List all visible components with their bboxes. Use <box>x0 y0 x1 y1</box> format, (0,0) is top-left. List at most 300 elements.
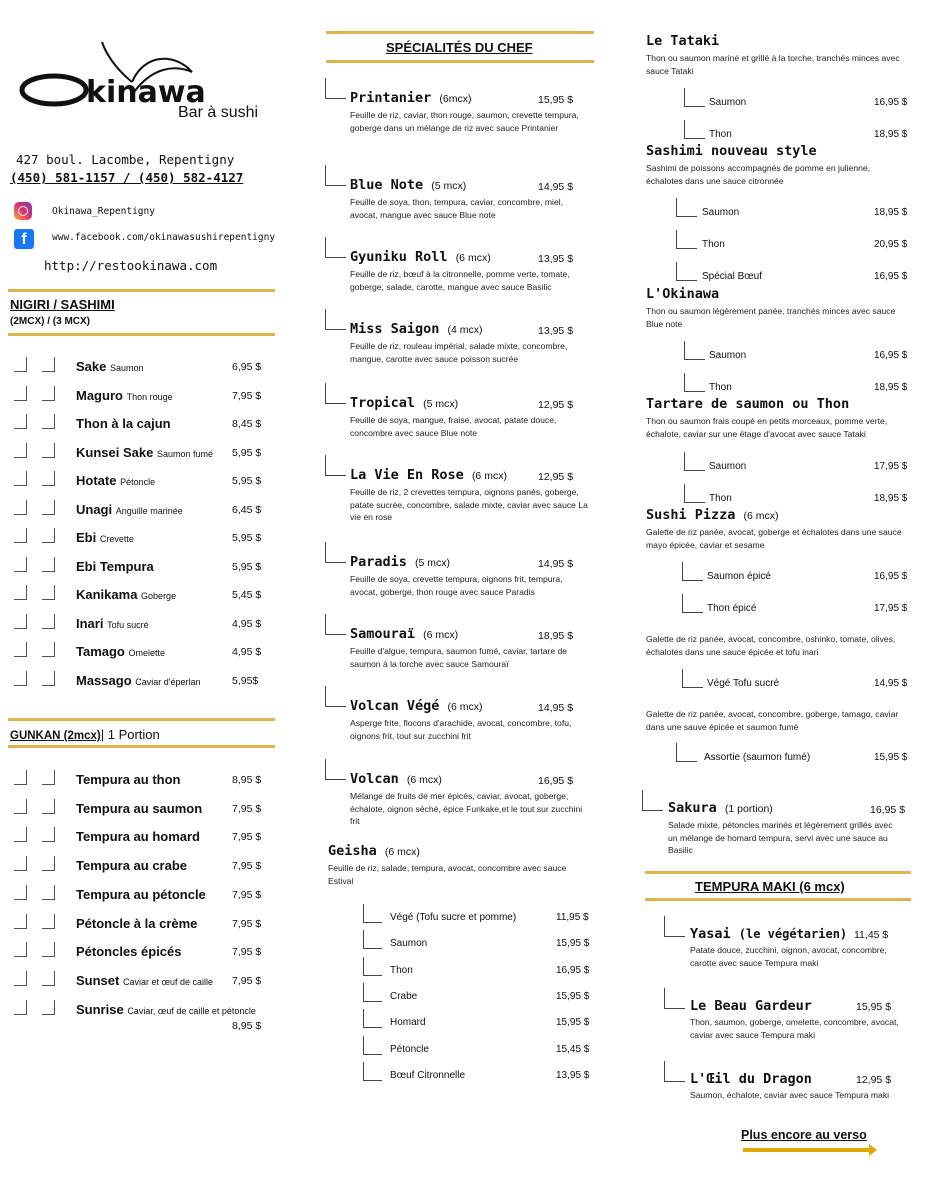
chef-bottom-rule <box>326 60 594 63</box>
tick-mark <box>682 562 703 581</box>
item-name-text: Sunrise <box>76 1001 124 1017</box>
checkbox[interactable] <box>42 856 55 871</box>
checkbox[interactable] <box>42 942 55 957</box>
checkbox[interactable] <box>14 386 27 401</box>
item-note: Tofu sucré <box>107 619 149 630</box>
option-price: 16,95 $ <box>874 571 908 582</box>
item-price: 5,95 $ <box>232 532 262 544</box>
item-name <box>76 801 202 816</box>
geisha-option-name: Thon <box>390 964 413 976</box>
checkbox[interactable] <box>14 914 27 929</box>
tick-mark <box>676 230 697 249</box>
list-item <box>0 616 280 636</box>
right-item-title <box>646 507 779 523</box>
chef-item-title <box>350 467 507 483</box>
checkbox[interactable] <box>42 585 55 600</box>
item-name <box>76 530 134 545</box>
chef-item-title <box>350 321 483 337</box>
chef-item-desc: Feuille de riz, 2 crevettes tempura, oignons panés, goberge, patate sucrée, concombre, salade mixte, caviar avec sauce La vie en rose <box>350 487 588 522</box>
item-name-text: Inari <box>76 615 104 631</box>
right-item-desc: Galette de riz panée, avocat, concombre, oshinko, tomate, olives, échalotes dans une sauce épicée et tofu inari <box>646 634 896 657</box>
geisha-mcx: (6 mcx) <box>384 846 420 858</box>
option-price: 18,95 $ <box>874 493 908 504</box>
list-item <box>0 416 280 436</box>
right-item-name: Sushi Pizza <box>646 507 736 523</box>
checkbox[interactable] <box>42 827 55 842</box>
right-item-desc: Thon ou saumon mariné et grillé à la torche, tranchés minces avec sauce Tataki <box>646 53 900 76</box>
chef-item-title <box>350 395 458 411</box>
instagram-handle[interactable]: Okinawa_Repentigny <box>52 206 155 217</box>
item-price: 5,95 $ <box>232 446 262 459</box>
list-item <box>0 473 280 493</box>
tick-mark <box>325 686 346 707</box>
right-item-name: Le Tataki <box>646 33 720 49</box>
chef-item-desc: Feuille de riz, bœuf à la citronnelle, pomme verte, tomate, goberge, salade, carotte, mangue avec sauce Basilic <box>350 269 570 292</box>
list-item <box>0 502 280 522</box>
geisha-desc: Feuille de riz, salade, tempura, avocat, concombre avec sauce Estival <box>328 863 567 886</box>
chef-item-name: Printanier <box>350 90 432 106</box>
option-name: Saumon épicé <box>707 571 771 582</box>
tempura-item-name: L'Œil du Dragon <box>690 1071 812 1087</box>
item-name-text: Thon à la cajun <box>76 416 171 431</box>
checkbox[interactable] <box>42 414 55 429</box>
checkbox[interactable] <box>42 357 55 372</box>
item-note: Saumon <box>110 363 144 373</box>
item-price: 7,95 $ <box>232 974 262 987</box>
item-note: Pétoncle <box>120 477 156 487</box>
list-item <box>0 1001 280 1032</box>
geisha-option-name: Bœuf Citronnelle <box>390 1069 466 1081</box>
item-name-text: Massago <box>76 672 132 688</box>
list-item <box>0 916 280 936</box>
item-price: 5,95 $ <box>232 475 262 487</box>
chef-item-price: 14,95 $ <box>538 558 574 570</box>
item-name <box>76 644 165 659</box>
geisha-option-price: 15,45 $ <box>556 1043 590 1055</box>
option-price: 20,95 $ <box>874 239 908 250</box>
item-name <box>76 973 213 988</box>
checkbox[interactable] <box>42 799 55 814</box>
option-name: Assortie (saumon fumé) <box>704 752 811 763</box>
checkbox[interactable] <box>42 443 55 458</box>
option-price: 16,95 $ <box>874 350 908 361</box>
logo-wordmark: kinawa <box>86 75 206 110</box>
item-name-text: Maguro <box>76 387 123 403</box>
tempura-item-title <box>690 1071 812 1087</box>
item-price: 7,95 $ <box>232 831 262 844</box>
tick-mark <box>676 743 697 762</box>
geisha-option-name: Végé (Tofu sucre et pomme) <box>390 912 517 923</box>
tempura-item-title <box>690 998 812 1014</box>
chef-item-name: Volcan <box>350 771 399 787</box>
tempura-item-name: Le Beau Gardeur <box>690 998 812 1014</box>
checkbox[interactable] <box>14 585 27 600</box>
checkbox[interactable] <box>42 885 55 900</box>
checkbox[interactable] <box>42 614 55 629</box>
tick-mark <box>684 452 705 471</box>
right-item-name: L'Okinawa <box>646 286 720 302</box>
tick-mark <box>664 916 685 937</box>
chef-item-name: Blue Note <box>350 177 424 193</box>
tick-mark <box>642 790 663 811</box>
checkbox[interactable] <box>14 557 27 572</box>
item-price: 5,45 $ <box>232 589 262 601</box>
item-name <box>76 829 200 844</box>
option-name: Saumon <box>709 97 747 108</box>
checkbox[interactable] <box>14 642 27 657</box>
geisha-option-price: 15,95 $ <box>556 990 590 1002</box>
option-price: 16,95 $ <box>874 271 908 282</box>
list-item <box>0 858 280 878</box>
chef-item-desc: Feuille de soya, mangue, fraise, avocat, patate douce, concombre avec sauce Blue note <box>350 415 557 438</box>
chef-item-desc: Feuille de riz, rouleau impérial, salade mixte, concombre, mangue, carotte avec sauce poisson sucrée <box>350 341 568 364</box>
item-price: 6,45 $ <box>232 503 262 516</box>
tempura-item-price: 15,95 $ <box>856 1001 892 1013</box>
item-name <box>76 944 182 959</box>
list-item <box>0 559 280 579</box>
item-price: 5,95 $ <box>232 560 262 573</box>
arrow-head <box>869 1144 877 1156</box>
gunkan-portion: | 1 Portion <box>100 727 160 742</box>
chef-item-desc: Mélange de fruits de mer épicés, caviar, avocat, goberge, échalote, oignon séché, épice Furikake,et le tout sur zucchini frit <box>350 791 583 826</box>
list-item <box>0 388 280 408</box>
item-name <box>76 559 154 574</box>
item-name-text: Kanikama <box>76 587 138 602</box>
tick-mark <box>325 542 346 563</box>
tick-mark <box>325 309 346 330</box>
right-item-title <box>646 143 817 159</box>
item-price: 8,95 $ <box>232 774 262 786</box>
tempura-item-price: 11,45 $ <box>854 929 889 941</box>
item-name <box>76 1002 256 1017</box>
item-name <box>76 616 149 631</box>
checkbox[interactable] <box>42 1000 55 1015</box>
tempura-item-mcx: (le végétarien) <box>738 927 848 941</box>
tick-mark <box>684 484 705 503</box>
item-name-text: Pétoncles épicés <box>76 944 182 960</box>
phone-numbers[interactable]: (450) 581-1157 / (450) 582-4127 <box>10 170 244 185</box>
right-item-name: Sakura <box>668 800 717 816</box>
chef-item-price: 13,95 $ <box>538 253 574 265</box>
tick-mark <box>676 262 697 281</box>
item-name <box>76 887 206 902</box>
item-name-text: Tempura au pétoncle <box>76 886 206 902</box>
tick-mark <box>363 1009 382 1028</box>
tick-mark <box>682 594 703 613</box>
chef-top-rule <box>326 31 594 34</box>
list-item <box>0 673 280 693</box>
tempura-bottom-rule <box>645 898 911 901</box>
nigiri-top-rule <box>8 289 275 292</box>
nigiri-subtitle: (2MCX) / (3 MCX) <box>10 316 90 327</box>
list-item <box>0 530 280 550</box>
tick-mark <box>363 1062 382 1081</box>
chef-item-mcx: (5 mcx) <box>415 557 451 569</box>
item-price: 8,45 $ <box>232 418 262 430</box>
chef-item-name: Paradis <box>350 554 407 570</box>
chef-item-price: 18,95 $ <box>538 630 574 642</box>
item-note: Anguille marinée <box>115 505 183 516</box>
chef-item-name: Miss Saigon <box>350 321 440 337</box>
checkbox[interactable] <box>14 827 27 842</box>
right-item-mcx: (1 portion) <box>724 803 773 815</box>
checkbox[interactable] <box>14 528 27 543</box>
chef-item-name: Volcan Végé <box>350 698 440 714</box>
geisha-option-name: Pétoncle <box>390 1043 429 1055</box>
item-name-text: Sake <box>76 359 107 374</box>
chef-item-mcx: (6 mcx) <box>471 470 507 482</box>
checkbox[interactable] <box>42 386 55 401</box>
item-price: 7,95 $ <box>232 946 262 959</box>
item-name-text: Ebi Tempura <box>76 558 154 574</box>
chef-item-title <box>350 177 466 193</box>
tempura-item-name: Yasai <box>690 926 731 942</box>
item-name <box>76 445 213 460</box>
checkbox[interactable] <box>14 856 27 871</box>
option-name: Saumon <box>709 461 747 472</box>
checkbox[interactable] <box>14 471 27 486</box>
checkbox[interactable] <box>14 671 27 686</box>
list-item <box>0 772 280 792</box>
tick-mark <box>664 1061 685 1082</box>
checkbox[interactable] <box>14 885 27 900</box>
right-item-desc: Thon ou saumon frais coupé en petits morceaux, pomme verte, échalote, caviar sur une étage d'avocat avec sauce Tataki <box>646 416 888 439</box>
chef-item-name: Tropical <box>350 395 416 411</box>
list-item <box>0 887 280 907</box>
right-item-title <box>646 286 719 302</box>
chef-item-price: 16,95 $ <box>538 775 574 787</box>
chef-item-title <box>350 698 483 714</box>
option-price: 14,95 $ <box>874 678 908 689</box>
checkbox[interactable] <box>42 770 55 785</box>
gunkan-top-rule <box>8 718 275 721</box>
tick-mark <box>363 930 382 949</box>
item-price: 4,95 $ <box>232 646 262 658</box>
chef-item-mcx: (6 mcx) <box>455 252 491 264</box>
tempura-maki-title: TEMPURA MAKI (6 mcx) <box>695 879 845 894</box>
chef-item-price: 14,95 $ <box>538 702 574 714</box>
instagram-icon[interactable] <box>14 202 32 220</box>
item-name <box>76 473 155 488</box>
tick-mark <box>325 165 346 186</box>
tick-mark <box>325 237 346 258</box>
geisha-option-name: Saumon <box>390 938 428 950</box>
chef-item-price: 13,95 $ <box>538 325 574 337</box>
checkbox[interactable] <box>14 1000 27 1015</box>
item-note: Caviar et œuf de caille <box>122 976 214 987</box>
chef-item-title <box>350 249 491 265</box>
tempura-item-desc: Saumon, échalote, caviar avec sauce Tempura maki <box>690 1090 890 1100</box>
right-item-mcx: (6 mcx) <box>743 510 779 522</box>
tick-mark <box>363 983 382 1002</box>
chef-item-mcx: (6mcx) <box>439 93 472 105</box>
tick-mark <box>325 383 346 404</box>
item-note: Caviar, œuf de caille et pétoncle <box>127 1005 256 1016</box>
chef-item-desc: Feuille d'algue, tempura, saumon fumé, caviar, tartare de saumon à la torche avec sauce Samouraï <box>350 646 568 669</box>
item-name-text: Hotate <box>76 473 117 488</box>
list-item <box>0 829 280 849</box>
nigiri-bottom-rule <box>8 333 275 336</box>
item-price: 7,95 $ <box>232 802 262 815</box>
list-item <box>0 359 280 379</box>
item-price: 7,95 $ <box>232 888 262 901</box>
checkbox[interactable] <box>42 914 55 929</box>
item-name <box>76 587 176 602</box>
right-item-title <box>668 800 773 816</box>
checkbox[interactable] <box>42 971 55 986</box>
chef-item-mcx: (5 mcx) <box>423 398 459 410</box>
item-name-text: Pétoncle à la crème <box>76 915 198 931</box>
right-item-desc: Galette de riz panée, avocat, concombre, goberge, tamago, caviar dans une sauve épicée et saumon fumé <box>646 709 899 732</box>
checkbox[interactable] <box>42 528 55 543</box>
item-name-text: Tempura au crabe <box>76 858 188 874</box>
item-price: 5,95$ <box>232 674 259 687</box>
checkbox[interactable] <box>42 471 55 486</box>
checkbox[interactable] <box>14 443 27 458</box>
tick-mark <box>325 78 346 99</box>
facebook-url[interactable]: www.facebook.com/okinawasushirepentigny <box>52 232 276 243</box>
geisha-option-price: 11,95 $ <box>556 912 589 923</box>
chef-item-title <box>350 90 472 106</box>
list-item <box>0 973 280 993</box>
tick-mark <box>363 957 382 976</box>
chef-item-mcx: (6 mcx) <box>406 774 442 786</box>
tick-mark <box>676 198 697 217</box>
chef-item-title <box>350 554 450 570</box>
geisha-option-name: Crabe <box>390 990 418 1002</box>
list-item <box>0 644 280 664</box>
option-name: Saumon <box>709 350 747 361</box>
checkbox[interactable] <box>14 414 27 429</box>
checkbox[interactable] <box>14 614 27 629</box>
website-url[interactable]: http://restookinawa.com <box>44 258 218 273</box>
chef-item-price: 14,95 $ <box>538 181 574 193</box>
item-name <box>76 858 187 873</box>
item-note: Saumon fumé <box>156 448 213 459</box>
tick-mark <box>682 669 703 688</box>
item-name <box>76 416 171 431</box>
item-name-text: Tamago <box>76 644 125 659</box>
right-item-desc: Galette de riz panée, avocat, goberge et échalotes dans une sauce mayo épicée, caviar et sesame <box>646 527 902 550</box>
chef-item-name: Samouraï <box>350 626 416 642</box>
list-item <box>0 445 280 465</box>
tick-mark <box>664 988 685 1009</box>
chef-item-desc: Feuille de soya, thon, tempura, caviar, concombre, miel, avocat, mangue avec sauce Blue note <box>350 197 564 220</box>
item-name <box>76 772 180 787</box>
list-item <box>0 944 280 964</box>
tempura-top-rule <box>645 871 911 874</box>
checkbox[interactable] <box>14 770 27 785</box>
checkbox[interactable] <box>42 671 55 686</box>
checkbox[interactable] <box>42 642 55 657</box>
checkbox[interactable] <box>14 357 27 372</box>
option-name: Thon <box>709 493 732 504</box>
tick-mark <box>325 759 346 780</box>
item-price: 8,95 $ <box>232 1019 262 1032</box>
item-name-text: Ebi <box>76 530 97 545</box>
right-item-title <box>646 33 719 49</box>
tick-mark <box>684 88 705 107</box>
chef-item-name: La Vie En Rose <box>350 467 464 483</box>
item-name <box>76 502 183 517</box>
tick-mark <box>325 455 346 476</box>
item-price: 7,95 $ <box>232 389 262 402</box>
item-name <box>76 673 201 688</box>
item-note: Crevette <box>99 534 134 544</box>
item-price: 7,95 $ <box>232 917 262 930</box>
checkbox[interactable] <box>42 500 55 515</box>
tempura-item-price: 12,95 $ <box>856 1074 892 1086</box>
chef-title: SPÉCIALITÉS DU CHEF <box>386 40 533 55</box>
item-note: Omelette <box>128 648 166 658</box>
item-name-text: Unagi <box>76 501 113 517</box>
geisha-option-name: Homard <box>390 1017 426 1029</box>
checkbox[interactable] <box>14 942 27 957</box>
tempura-item-title <box>690 926 847 942</box>
right-item-name: Tartare de saumon ou Thon <box>646 396 850 412</box>
checkbox[interactable] <box>14 500 27 515</box>
item-name-text: Sunset <box>76 972 120 988</box>
item-name-text: Kunsei Sake <box>76 444 154 460</box>
item-name <box>76 916 197 931</box>
chef-item-price: 12,95 $ <box>538 399 574 411</box>
item-note: Thon rouge <box>126 391 173 402</box>
checkbox[interactable] <box>14 799 27 814</box>
list-item <box>0 801 280 821</box>
right-item-title <box>646 396 849 412</box>
option-price: 15,95 $ <box>874 752 908 763</box>
chef-item-price: 12,95 $ <box>538 471 574 483</box>
option-name: Thon <box>702 239 725 250</box>
gunkan-title <box>10 727 160 742</box>
right-item-desc: Thon ou saumon légèrement panée, tranchés minces avec sauce Blue note <box>646 306 896 329</box>
option-name: Thon épicé <box>707 603 757 614</box>
chef-item-title <box>350 771 442 787</box>
more-on-back[interactable]: Plus encore au verso <box>741 1128 867 1142</box>
facebook-icon[interactable]: f <box>14 229 34 249</box>
option-price: 16,95 $ <box>874 97 908 108</box>
right-item-desc: Salade mixte, pétoncles marinés et légèrement grillés avec un mélange de homard tempura, servi avec une sauce au Basilic <box>668 820 893 855</box>
option-name: Thon <box>709 382 732 393</box>
option-price: 17,95 $ <box>874 603 908 614</box>
tick-mark <box>325 614 346 635</box>
checkbox[interactable] <box>14 971 27 986</box>
tick-mark <box>363 904 382 923</box>
tick-mark <box>363 1036 382 1055</box>
checkbox[interactable] <box>42 557 55 572</box>
tick-mark <box>684 120 705 139</box>
chef-item-desc: Feuille de soya, crevette tempura, oignons frit, tempura, avocat, goberge, thon rouge avec sauce Paradis <box>350 574 563 597</box>
tempura-item-desc: Patate douce, zucchini, oignon, avocat, concombre, carotte avec sauce Tempura maki <box>690 945 887 968</box>
item-price: 6,95 $ <box>232 361 262 373</box>
geisha-option-price: 16,95 $ <box>556 964 590 976</box>
item-price: 4,95 $ <box>232 617 262 630</box>
option-price: 18,95 $ <box>874 207 908 218</box>
tempura-item-desc: Thon, saumon, goberge, omelette, concombre, avocat, caviar avec sauce Tempura maki <box>690 1017 899 1040</box>
chef-item-desc: Asperge frite, flocons d'arachide, avocat, concombre, tofu, oignons frit, tout sur zucchini frit <box>350 718 572 741</box>
tick-mark <box>684 341 705 360</box>
chef-item-mcx: (5 mcx) <box>431 180 467 192</box>
arrow-right-icon <box>743 1148 871 1152</box>
option-name: Spécial Bœuf <box>702 271 763 282</box>
option-price: 18,95 $ <box>874 129 908 140</box>
item-name <box>76 388 173 403</box>
chef-item-price: 15,95 $ <box>538 94 574 106</box>
tick-mark <box>684 373 705 392</box>
right-item-name: Sashimi nouveau style <box>646 143 817 159</box>
right-item-desc: Sashimi de poissons accompagnés de pomme en julienne, échalotes dans une sauce citronnée <box>646 163 871 186</box>
brand-tagline: Bar à sushi <box>178 104 259 121</box>
